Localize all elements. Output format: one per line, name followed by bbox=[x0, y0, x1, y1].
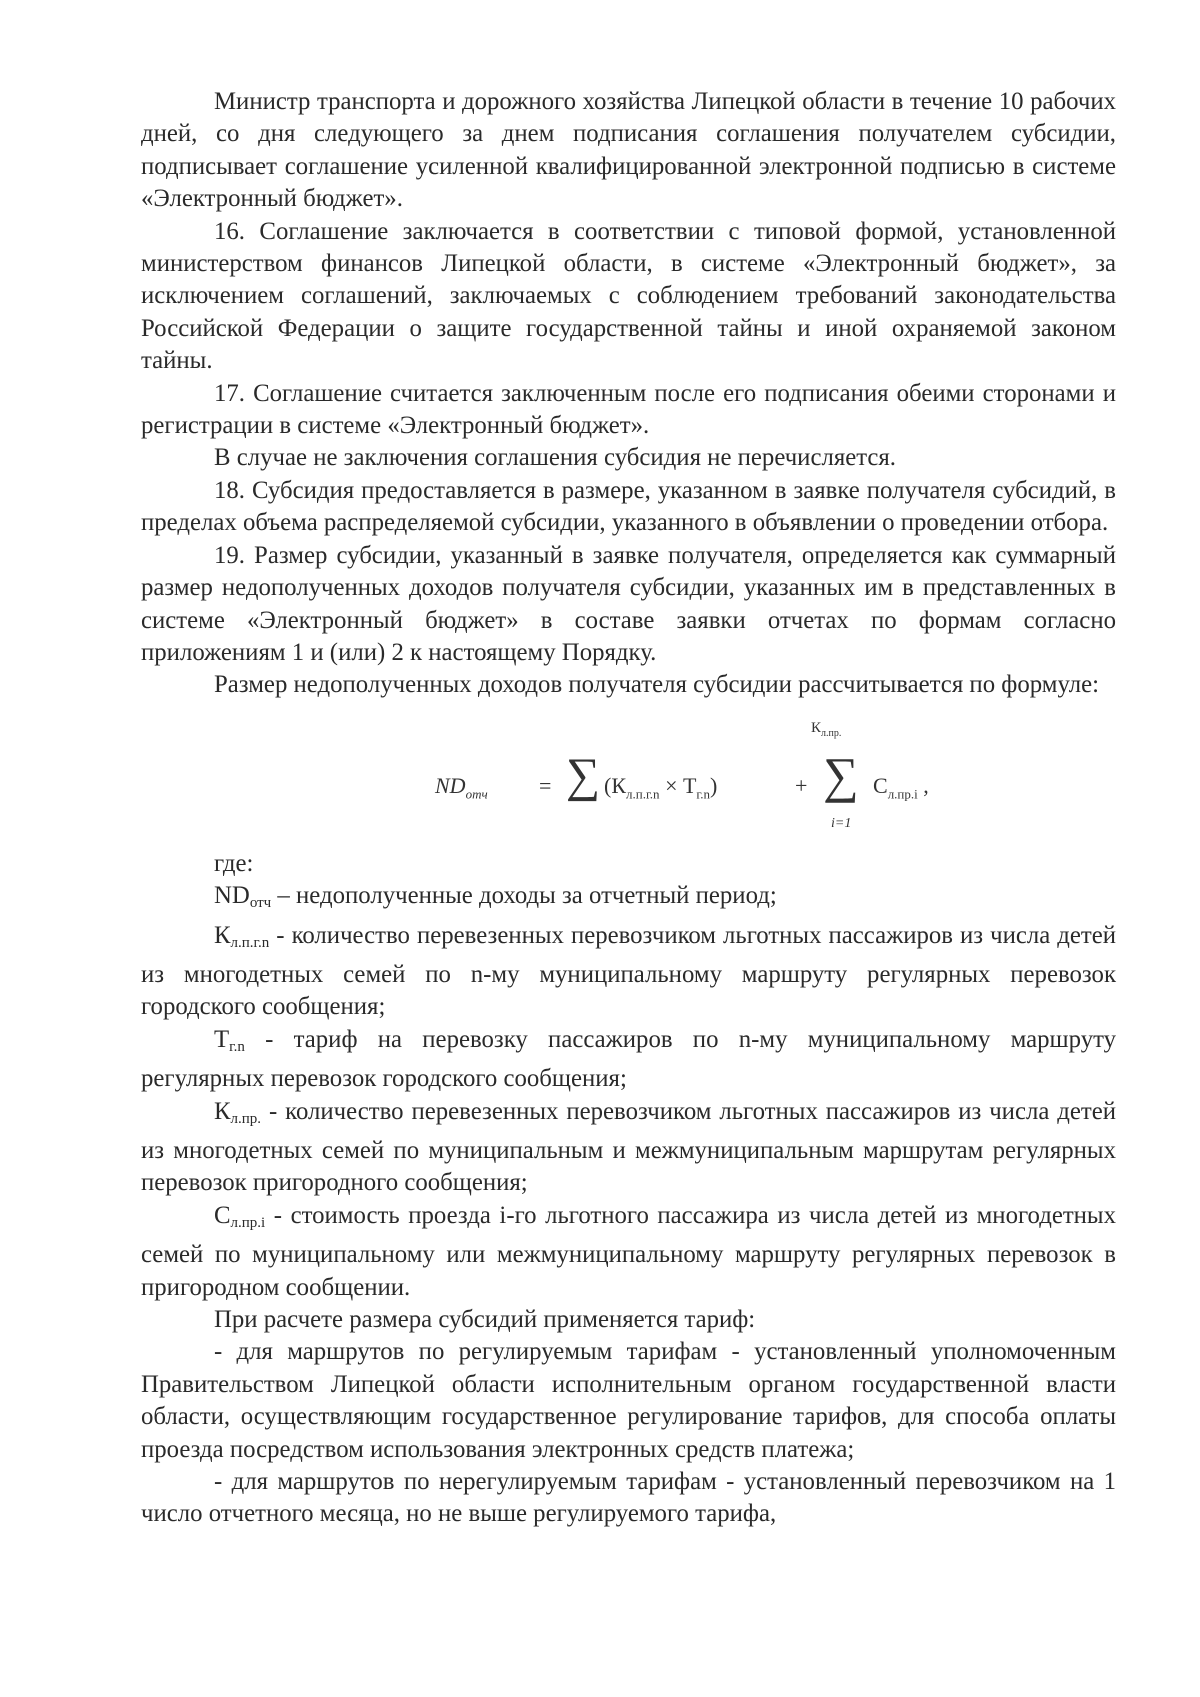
formula-term2-sub: г.n bbox=[696, 786, 711, 802]
formula-lhs-sub: отч bbox=[465, 786, 488, 802]
paragraph-item-19: 19. Размер субсидии, указанный в заявке получателя, определяется как суммарный размер недополученных доходов получателя субсидии, указанных им в представленных в системе «Электронный бюджет» в составе заявки отчетах по формам согласно приложениям 1 и (или) 2 к настоящему Порядку. bbox=[141, 541, 1116, 666]
definition-text: - количество перевезенных перевозчиком льготных пассажиров из числа детей из многодетных семей по муниципальным и межмуниципальным маршрутам регулярных перевозок пригородного сообщения; bbox=[141, 1097, 1116, 1197]
definition-text: – недополученные доходы за отчетный период; bbox=[271, 882, 777, 910]
definition-symbol: К bbox=[214, 1097, 231, 1125]
paragraph: При расчете размера субсидий применяется тариф: bbox=[214, 1306, 756, 1333]
definition-item bbox=[141, 1024, 1116, 1096]
definition-symbol: ND bbox=[214, 882, 250, 910]
formula-c-main: С bbox=[873, 772, 888, 798]
definition-subscript: л.п.г.n bbox=[230, 934, 270, 951]
paragraphs-top bbox=[141, 86, 1116, 702]
formula-lower-limit: i=1 bbox=[831, 815, 852, 831]
formula-upper-limit bbox=[811, 712, 841, 750]
formula-term1-sub: л.п.г.n bbox=[626, 786, 660, 802]
formula-plus: + bbox=[795, 772, 808, 798]
definition-text: - количество перевезенных перевозчиком льготных пассажиров из числа детей из многодетных семей по n-му муниципальному маршруту регулярных перевозок городского сообщения; bbox=[141, 921, 1116, 1021]
formula-lhs bbox=[435, 770, 488, 811]
formula-c-sub: л.пр.i bbox=[887, 786, 918, 802]
definition-symbol: С bbox=[214, 1201, 231, 1229]
definition-item bbox=[141, 1200, 1116, 1304]
definition-subscript: л.пр.i bbox=[230, 1214, 266, 1231]
formula-lhs-main: ND bbox=[435, 772, 466, 798]
paragraph: Размер недополученных доходов получателя субсидии рассчитывается по формуле: bbox=[214, 671, 1100, 699]
definition-text: - стоимость проезда i-го льготного пассажира из числа детей из многодетных семей по муниципальному или межмуниципальному маршруту регулярных перевозок в пригородном сообщении. bbox=[141, 1201, 1116, 1301]
paragraphs-bottom bbox=[141, 1304, 1116, 1531]
definition-subscript: л.пр. bbox=[230, 1110, 262, 1127]
definition-item bbox=[141, 920, 1116, 1024]
formula-close: ) bbox=[710, 772, 718, 798]
definition-subscript: г.n bbox=[229, 1038, 245, 1055]
paragraph-item-16: 16. Соглашение заключается в соответствии с типовой формой, установленной министерством финансов Липецкой области, в системе «Электронный бюджет», за исключением соглашений, заключаемых с соблюдением требований законодательства Российской Федерации о защите государственной тайны и иной охраняемой законом тайны. bbox=[141, 217, 1116, 375]
paragraph-item-18: 18. Субсидия предоставляется в размере, указанном в заявке получателя субсидий, в пределах объема распределяемой субсидии, указанного в объявлении о проведении отбора. bbox=[141, 476, 1116, 537]
definition-symbol: Т bbox=[214, 1025, 230, 1053]
formula-sum-symbol: ∑ bbox=[566, 748, 601, 802]
definitions-list bbox=[141, 880, 1116, 1304]
paragraph-list-item: - для маршрутов по регулируемым тарифам - установленный уполномоченным Правительством Липецкой области исполнительным органом государственной власти области, осуществляющим государственное регулирование тарифов, для способа оплаты проезда посредством использования электронных средств платежа; bbox=[141, 1338, 1116, 1463]
definition-subscript: отч bbox=[249, 895, 272, 912]
document-page bbox=[141, 86, 1116, 1531]
formula bbox=[141, 706, 1116, 846]
where-label: где: bbox=[214, 849, 254, 877]
definition-item bbox=[141, 1096, 1116, 1200]
formula-sum-symbol-2: ∑ bbox=[823, 746, 859, 803]
formula-times: × Т bbox=[659, 772, 697, 798]
definition-text: - тариф на перевозку пассажиров по n-му муниципальному маршруту регулярных перевозок городского сообщения; bbox=[141, 1025, 1116, 1093]
paragraph: В случае не заключения соглашения субсидия не перечисляется. bbox=[214, 444, 896, 472]
paragraph-item-17: 17. Соглашение считается заключенным после его подписания обеими сторонами и регистрации в системе «Электронный бюджет». bbox=[141, 379, 1116, 440]
formula-equals: = bbox=[539, 772, 552, 798]
definition-item bbox=[141, 880, 1116, 919]
formula-open: (К bbox=[604, 772, 626, 798]
formula-second-term bbox=[873, 770, 929, 811]
formula-upper-sub: л.пр. bbox=[821, 727, 842, 739]
paragraph-list-item: - для маршрутов по нерегулируемым тарифам - установленный перевозчиком на 1 число отчетного месяца, но не выше регулируемого тарифа, bbox=[141, 1468, 1116, 1528]
formula-upper-main: К bbox=[811, 719, 822, 736]
formula-first-term bbox=[604, 770, 717, 811]
paragraph: Министр транспорта и дорожного хозяйства Липецкой области в течение 10 рабочих дней, со дня следующего за днем подписания соглашения получателем субсидии, подписывает соглашение усиленной квалифицированной электронной подписью в системе «Электронный бюджет». bbox=[141, 88, 1116, 213]
definition-symbol: К bbox=[214, 921, 231, 949]
formula-trailing: , bbox=[917, 772, 929, 798]
